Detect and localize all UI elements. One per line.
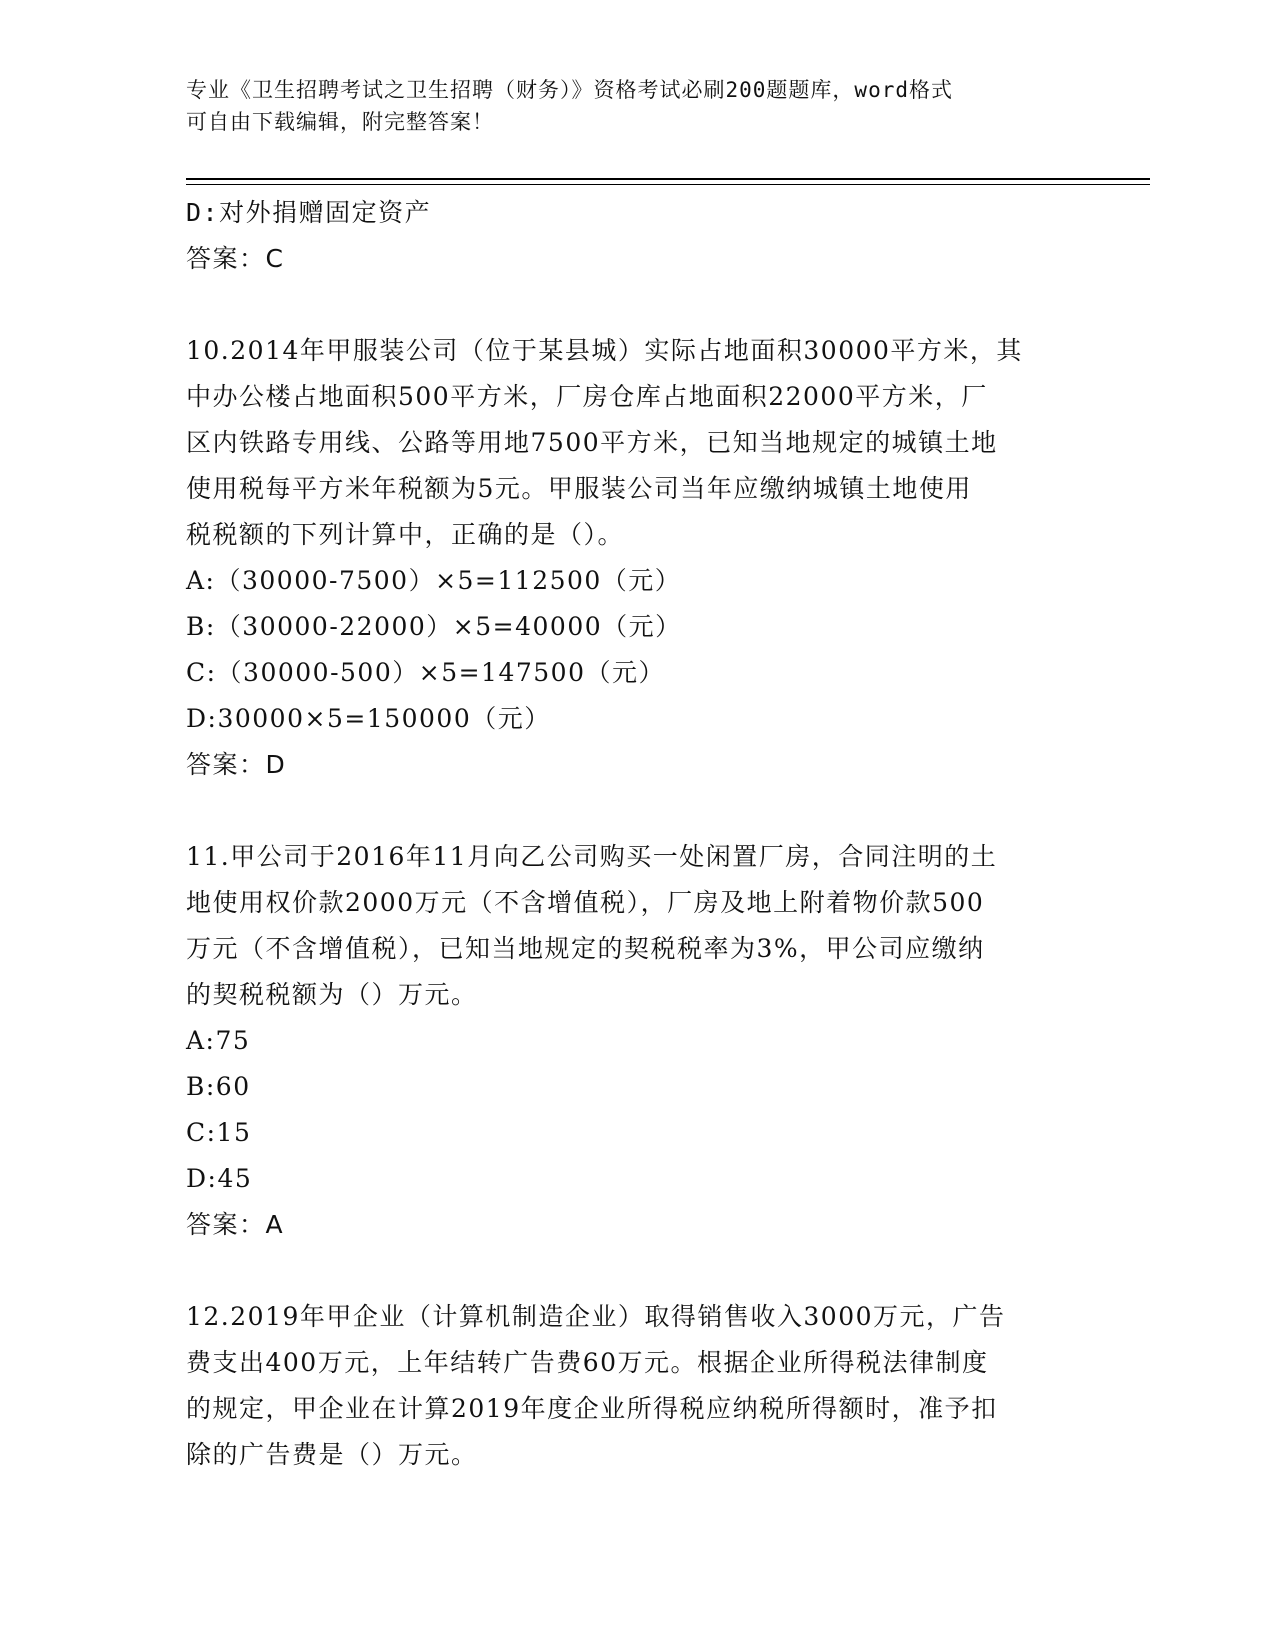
q11-line-1: 11.甲公司于2016年11月向乙公司购买一处闲置厂房，合同注明的土 [186, 842, 998, 871]
q12-line-4: 除的广告费是（）万元。 [186, 1440, 478, 1469]
spacer [186, 788, 1086, 834]
q9-option-d: D:对外捐赠固定资产 [186, 198, 432, 227]
header-divider-thin [186, 184, 1150, 185]
q10-option-b: B:（30000-22000）×5=40000（元） [186, 612, 682, 641]
header-divider-thick [186, 178, 1150, 180]
q11-option-a: A:75 [186, 1026, 251, 1055]
q10-line-2: 中办公楼占地面积500平方米，厂房仓库占地面积22000平方米，厂 [186, 382, 988, 411]
q12-line-2: 费支出400万元，上年结转广告费60万元。根据企业所得税法律制度 [186, 1348, 989, 1377]
q10-line-5: 税税额的下列计算中，正确的是（）。 [186, 520, 625, 549]
q10-line-4: 使用税每平方米年税额为5元。甲服装公司当年应缴纳城镇土地使用 [186, 474, 972, 503]
header-line-2: 可自由下载编辑，附完整答案！ [186, 110, 494, 134]
spacer [186, 1248, 1086, 1294]
question-10 [186, 328, 1086, 788]
q11-line-4: 的契税税额为（）万元。 [186, 980, 478, 1009]
q12-line-3: 的规定，甲企业在计算2019年度企业所得税应纳税所得额时，准予扣 [186, 1394, 998, 1423]
q10-line-1: 10.2014年甲服装公司（位于某县城）实际占地面积30000平方米，其 [186, 336, 1023, 365]
q10-option-d: D:30000×5=150000（元） [186, 704, 551, 733]
q11-line-2: 地使用权价款2000万元（不含增值税），厂房及地上附着物价款500 [186, 888, 985, 917]
q11-answer: 答案：A [186, 1210, 285, 1239]
q12-line-1: 12.2019年甲企业（计算机制造企业）取得销售收入3000万元，广告 [186, 1302, 1006, 1331]
q11-option-c: C:15 [186, 1118, 252, 1147]
q11-option-b: B:60 [186, 1072, 251, 1101]
document-body [186, 190, 1086, 1478]
q9-answer: 答案：C [186, 244, 285, 273]
question-11 [186, 834, 1086, 1248]
q10-line-3: 区内铁路专用线、公路等用地7500平方米，已知当地规定的城镇土地 [186, 428, 998, 457]
q11-line-3: 万元（不含增值税），已知当地规定的契税税率为3%，甲公司应缴纳 [186, 934, 985, 963]
q10-option-c: C:（30000-500）×5=147500（元） [186, 658, 665, 687]
question-9-tail [186, 190, 1086, 282]
q10-option-a: A:（30000-7500）×5=112500（元） [186, 566, 682, 595]
header-line-1: 专业《卫生招聘考试之卫生招聘（财务）》资格考试必刷200题题库，word格式 [186, 78, 953, 102]
document-header [186, 74, 1086, 138]
question-12 [186, 1294, 1086, 1478]
spacer [186, 282, 1086, 328]
q11-option-d: D:45 [186, 1164, 253, 1193]
q10-answer: 答案：D [186, 750, 287, 779]
